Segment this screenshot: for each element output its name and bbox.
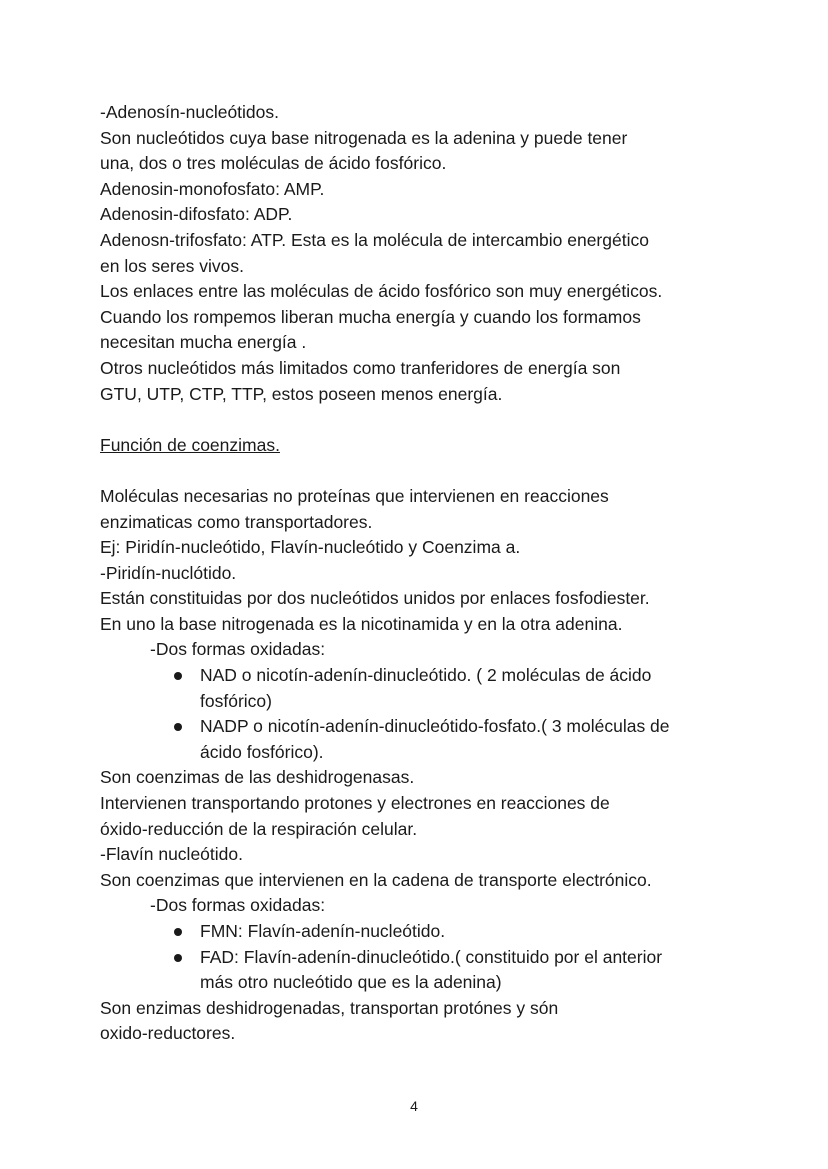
- document-page: [100, 100, 740, 1047]
- section-title-adenosin: -Adenosín-nucleótidos.: [100, 102, 279, 122]
- paragraph-line: Son nucleótidos cuya base nitrogenada es la adenina y puede tener: [100, 127, 628, 148]
- bullet-icon: [174, 928, 182, 936]
- list-item-fmn: [172, 919, 740, 945]
- paragraph-line: óxido-reducción de la respiración celular.: [100, 818, 418, 839]
- paragraph-line: Otros nucleótidos más limitados como tranferidores de energía son: [100, 357, 621, 378]
- paragraph-line: En uno la base nitrogenada es la nicotinamida y en la otra adenina.: [100, 613, 623, 634]
- paragraph-line: Ej: Piridín-nucleótido, Flavín-nucleótido y Coenzima a.: [100, 537, 521, 558]
- list-item-text: fosfórico): [200, 690, 272, 711]
- paragraph-line: GTU, UTP, CTP, TTP, estos poseen menos energía.: [100, 383, 503, 404]
- paragraph-line: necesitan mucha energía .: [100, 332, 307, 353]
- blank-line: [100, 458, 740, 484]
- list-item-text: NADP o nicotín-adenín-dinucleótido-fosfato.( 3 moléculas de: [200, 716, 670, 737]
- list-item-text: NAD o nicotín-adenín-dinucleótido. ( 2 moléculas de ácido: [200, 665, 652, 686]
- paragraph-line: Están constituidas por dos nucleótidos unidos por enlaces fosfodiester.: [100, 588, 650, 609]
- list-item-text: FAD: Flavín-adenín-dinucleótido.( constituido por el anterior: [200, 946, 663, 967]
- list-item-text: más otro nucleótido que es la adenina): [200, 972, 502, 993]
- paragraph-line: oxido-reductores.: [100, 1023, 236, 1044]
- paragraph-line: Adenosin-monofosfato: AMP.: [100, 178, 325, 199]
- paragraph-line: Cuando los rompemos liberan mucha energía y cuando los formamos: [100, 306, 641, 327]
- bullet-icon: [174, 723, 182, 731]
- section-heading-coenzimas: Función de coenzimas.: [100, 434, 280, 455]
- bullet-list-piridin: [100, 663, 740, 765]
- blank-line: [100, 407, 740, 433]
- paragraph-line: Adenosin-difosfato: ADP.: [100, 204, 293, 225]
- bullet-icon: [174, 954, 182, 962]
- paragraph-line: Adenosn-trifosfato: ATP. Esta es la molécula de intercambio energético: [100, 229, 649, 250]
- list-item-nadp: [172, 714, 740, 765]
- list-item-text: ácido fosfórico).: [200, 741, 324, 762]
- paragraph-line: Intervienen transportando protones y electrones en reacciones de: [100, 793, 610, 814]
- list-item-text: FMN: Flavín-adenín-nucleótido.: [200, 921, 446, 941]
- list-item-fad: [172, 945, 740, 996]
- paragraph-line: Son enzimas deshidrogenadas, transportan protónes y són: [100, 997, 559, 1018]
- paragraph-line: Los enlaces entre las moléculas de ácido fosfórico son muy energéticos.: [100, 281, 663, 302]
- forms-label: -Dos formas oxidadas:: [150, 639, 326, 660]
- paragraph-line: una, dos o tres moléculas de ácido fosfórico.: [100, 153, 447, 174]
- page-number: 4: [410, 1098, 418, 1114]
- paragraph-line: en los seres vivos.: [100, 255, 244, 276]
- paragraph-line: Moléculas necesarias no proteínas que intervienen en reacciones: [100, 485, 609, 506]
- paragraph-line: enzimaticas como transportadores.: [100, 511, 373, 532]
- subsection-title-piridin: -Piridín-nuclótido.: [100, 562, 237, 583]
- paragraph-line: Son coenzimas que intervienen en la cadena de transporte electrónico.: [100, 869, 652, 890]
- forms-label: -Dos formas oxidadas:: [150, 895, 326, 916]
- subsection-title-flavin: -Flavín nucleótido.: [100, 844, 243, 865]
- bullet-icon: [174, 672, 182, 680]
- list-item-nad: [172, 663, 740, 714]
- paragraph-line: Son coenzimas de las deshidrogenasas.: [100, 767, 415, 788]
- bullet-list-flavin: [100, 919, 740, 996]
